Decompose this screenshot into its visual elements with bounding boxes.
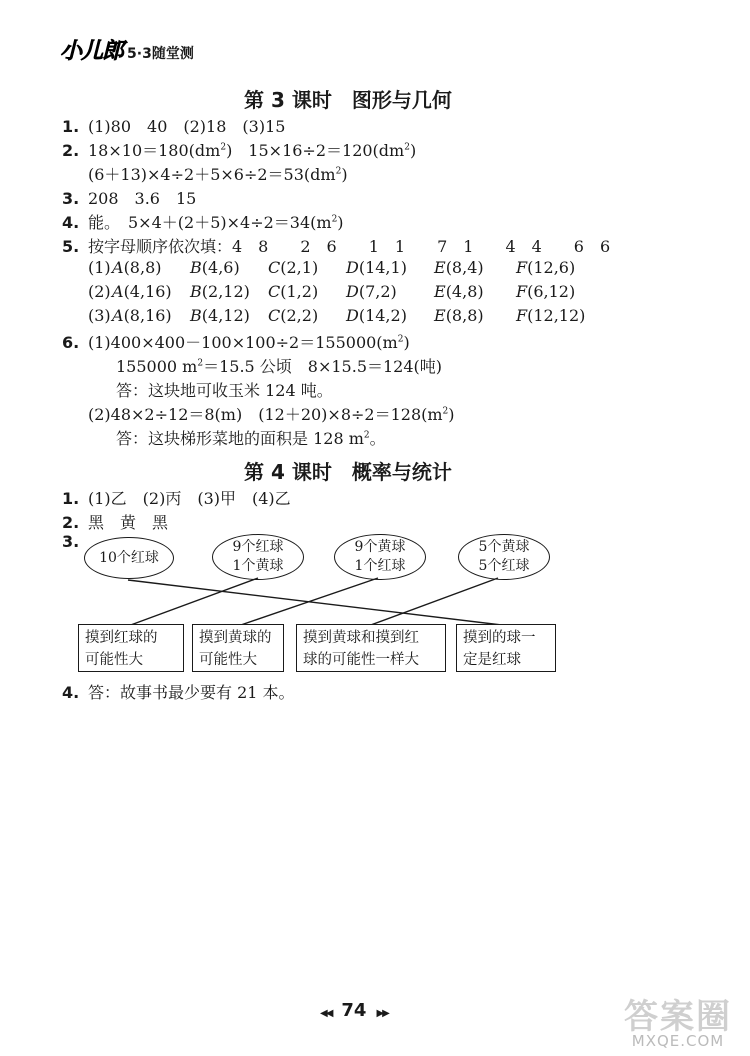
s3-q2-num: 2.: [62, 141, 80, 160]
s3-q2-text-c: ): [409, 141, 417, 160]
ellipse-text: 5个红球: [478, 558, 530, 574]
s3-q4-text-a: 能。 5×4＋(2＋5)×4÷2＝34(m: [88, 213, 332, 232]
row-label: (1): [88, 258, 111, 277]
row-label: (2): [88, 282, 111, 301]
ellipse-text: 9个红球: [232, 539, 284, 555]
s4-q1-num: 1.: [62, 489, 80, 508]
s3-q2-line2-b: ): [341, 165, 348, 184]
coord-a: A(4,16): [112, 282, 172, 301]
s3-q3-text: 208 3.6 15: [88, 189, 197, 208]
exponent: 2: [197, 358, 204, 369]
coord-e: E(8,4): [434, 258, 484, 277]
s3-q2-line2-a: (6＋13)×4÷2＋5×6÷2＝53(dm: [88, 165, 336, 184]
s4-q4-text: 答：故事书最少要有 21 本。: [88, 683, 295, 702]
s3-q4-text-b: ): [337, 213, 344, 232]
s3-q2-text-b: ) 15×16÷2＝120(dm: [226, 141, 405, 160]
brand-logo: 小儿郎: [60, 39, 124, 64]
page-number: [320, 1000, 388, 1021]
s4-q4-num: 4.: [62, 683, 80, 702]
link-line-9yellow: [238, 578, 378, 626]
coord-e: E(4,8): [434, 282, 484, 301]
coord-c: C(2,2): [268, 306, 319, 325]
exponent: 2: [442, 406, 449, 417]
coord-b: B(4,12): [190, 306, 250, 325]
coord-f: F(6,12): [516, 282, 576, 301]
s4-q3-num-label: 3.: [62, 532, 80, 551]
box-text: 定是红球: [463, 652, 521, 668]
s3-q6-l5-a: 答：这块梯形菜地的面积是 128 m: [116, 429, 364, 448]
coord-f: F(12,6): [516, 258, 576, 277]
s3-q3-num: 3.: [62, 189, 80, 208]
s4-q4: [62, 680, 295, 703]
section4-title: 第 4 课时 概率与统计: [244, 460, 452, 484]
watermark-en: MXQE.COM: [631, 1032, 725, 1050]
row-label: (3): [88, 306, 111, 325]
coord-c: C(2,1): [268, 258, 319, 277]
box-text: 摸到黄球和摸到红: [303, 630, 419, 646]
ellipse-10-red: [84, 537, 174, 579]
box-text: 摸到黄球的: [199, 630, 272, 646]
box-text: 摸到红球的: [85, 630, 158, 646]
s3-q1-num: 1.: [62, 117, 80, 136]
coord-a: A(8,16): [112, 306, 172, 325]
s4-q1-text: (1)乙 (2)丙 (3)甲 (4)乙: [88, 489, 291, 508]
ellipse-text: 1个黄球: [232, 558, 284, 574]
next-arrows-icon: ▶▶: [376, 1008, 388, 1019]
coord-a: A(8,8): [112, 258, 162, 277]
coord-d: D(7,2): [346, 282, 397, 301]
s3-q1-text: (1)80 40 (2)18 (3)15: [88, 117, 286, 136]
s3-q6-l1-b: ): [403, 333, 410, 352]
ellipse-5-yellow-5-red: [458, 534, 550, 580]
coord-f: F(12,12): [516, 306, 586, 325]
box-text: 摸到的球一: [463, 630, 536, 646]
box-red-more-likely: [78, 624, 184, 672]
watermark-cn: 答案圈: [624, 997, 732, 1037]
coord-d: D(14,2): [346, 306, 407, 325]
coord-d: D(14,1): [346, 258, 407, 277]
s3-q4-num: 4.: [62, 213, 80, 232]
s3-q6-num: 6.: [62, 333, 80, 352]
box-certainly-red: [456, 624, 556, 672]
box-text: 球的可能性一样大: [303, 652, 419, 668]
coord-c: C(1,2): [268, 282, 319, 301]
s3-q2-text-a: 18×10＝180(dm: [88, 141, 221, 160]
ellipse-text: 10个红球: [99, 549, 159, 566]
s3-q5-num: 5.: [62, 237, 80, 256]
s3-q6-line3: 答：这块地可收玉米 124 吨。: [116, 381, 333, 400]
section3-title: 第 3 课时 图形与几何: [244, 88, 452, 112]
exponent: 2: [363, 430, 370, 441]
s3-q6-l2-b: ＝15.5 公顷 8×15.5＝124(吨): [203, 357, 443, 376]
link-line-9red: [128, 578, 258, 626]
ellipse-text: 9个黄球: [354, 539, 406, 555]
s4-q2-num: 2.: [62, 513, 80, 532]
exponent: 2: [404, 142, 410, 153]
ellipse-9-red-1-yellow: [212, 534, 304, 580]
box-yellow-more-likely: [192, 624, 284, 672]
box-equally-likely: [296, 624, 446, 672]
brand-subtitle: 5·3随堂测: [127, 46, 194, 62]
box-text: 可能性大: [85, 652, 143, 668]
link-line-5each: [368, 578, 498, 626]
s4-q2-text: 黑 黄 黑: [88, 513, 169, 532]
exponent: 2: [397, 334, 404, 345]
link-line-10red: [128, 580, 510, 626]
s3-q6-l4-b: ): [448, 405, 455, 424]
s3-q6-l4-a: (2)48×2÷12＝8(m) (12＋20)×8÷2＝128(m: [88, 405, 443, 424]
exponent: 2: [331, 214, 338, 225]
exponent: 2: [220, 142, 227, 153]
s3-q6-l1-a: (1)400×400－100×100÷2＝155000(m: [88, 333, 398, 352]
ellipse-9-yellow-1-red: [334, 534, 426, 580]
box-text: 可能性大: [199, 652, 257, 668]
coord-b: B(2,12): [190, 282, 250, 301]
s3-q5-intro-text: 按字母顺序依次填：4 8 2 6 1 1 7 1 4 4 6 6: [88, 237, 611, 256]
coord-e: E(8,8): [434, 306, 484, 325]
ellipse-text: 5个黄球: [478, 539, 530, 555]
exponent: 2: [335, 166, 342, 177]
s3-q6-l2-a: 155000 m: [116, 357, 198, 376]
watermark: [624, 989, 732, 1050]
ellipse-text: 1个红球: [354, 558, 406, 574]
coord-b: B(4,6): [190, 258, 240, 277]
s3-q6-l5-b: 。: [369, 429, 386, 448]
prev-arrows-icon: ◀◀: [320, 1008, 332, 1019]
page-number-value: 74: [341, 1000, 367, 1021]
